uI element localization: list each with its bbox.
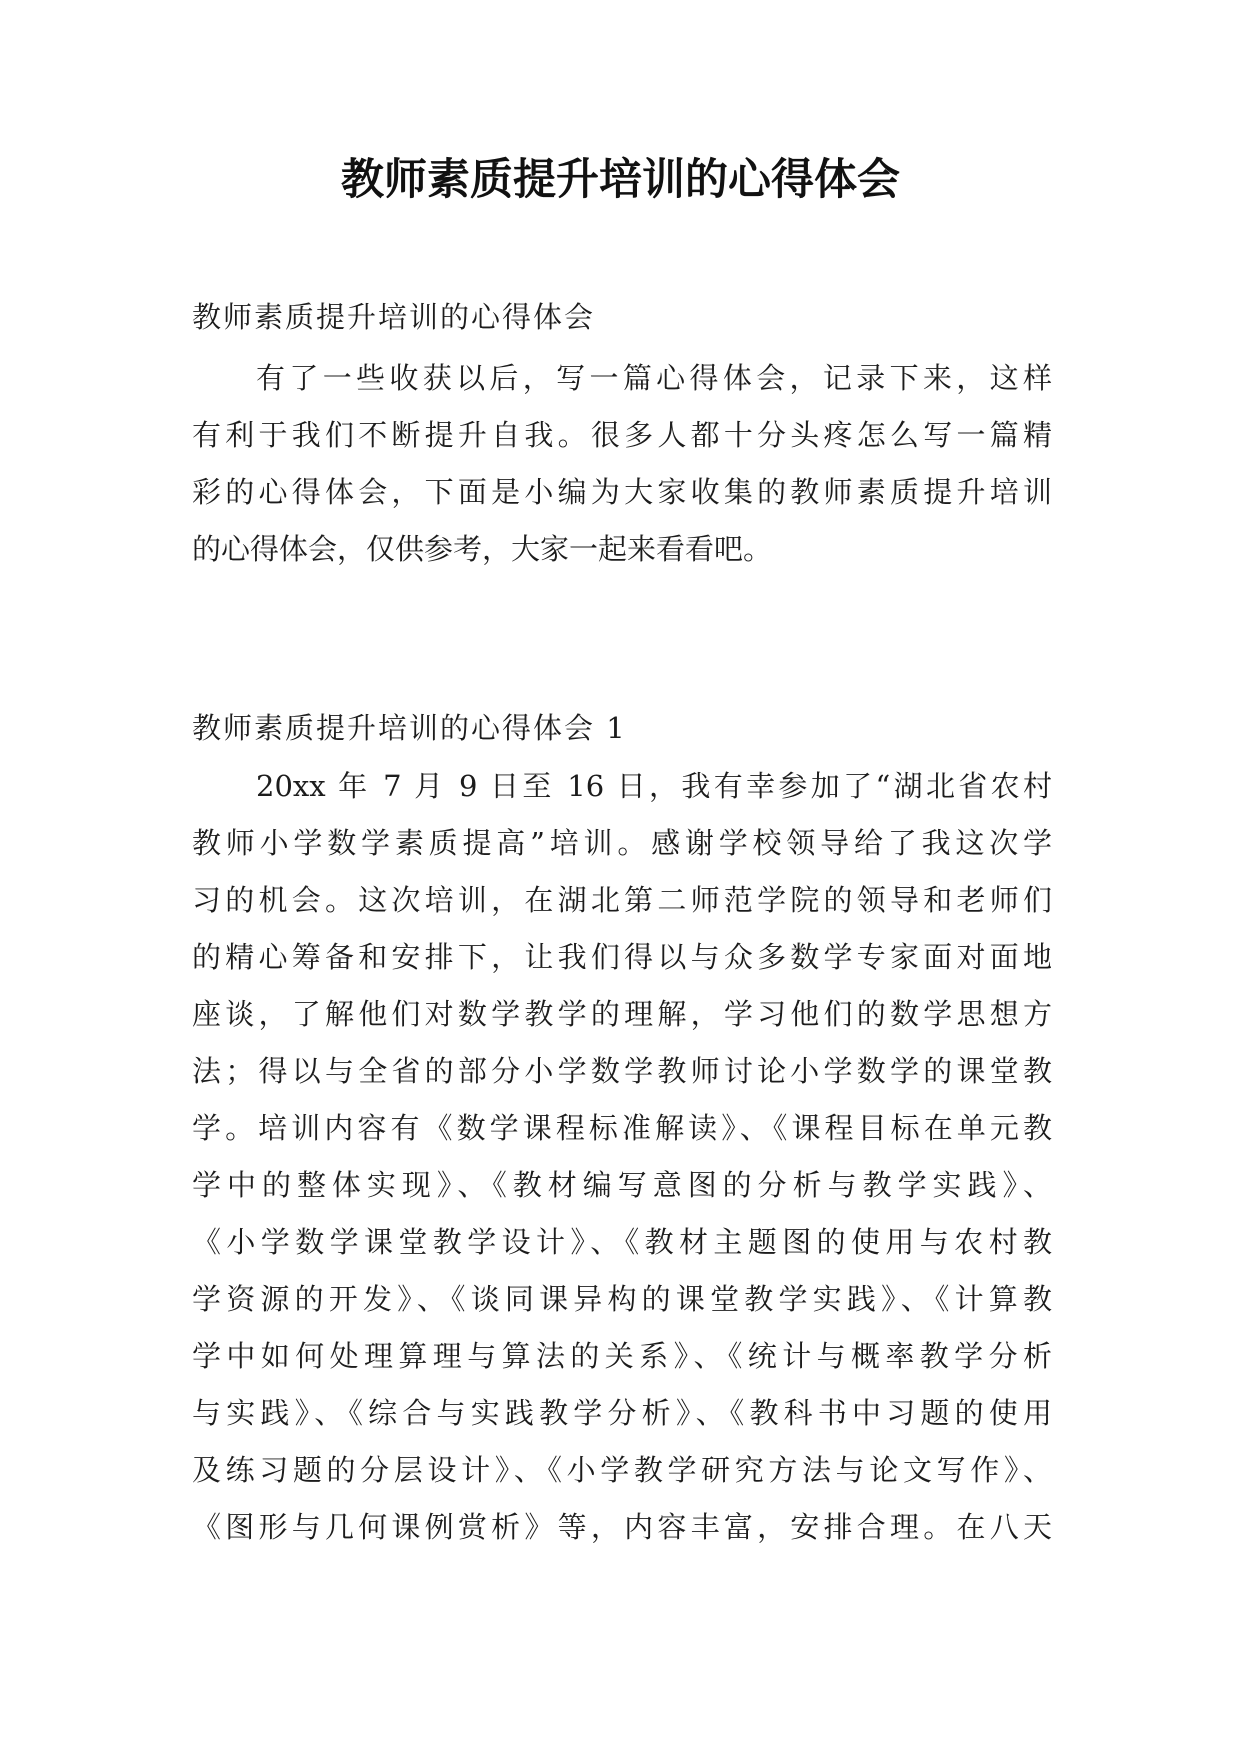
document-title: 教师素质提升培训的心得体会 (341, 155, 900, 205)
paragraph-line: 教师小学数学素质提高”培训。感谢学校领导给了我这次学 (192, 826, 1052, 860)
paragraph-line: 有利于我们不断提升自我。很多人都十分头疼怎么写一篇精 (192, 418, 1052, 452)
paragraph-line: 《图形与几何课例赏析》等，内容丰富，安排合理。在八天 (192, 1510, 1052, 1544)
paragraph-line: 20xx 年 7 月 9 日至 16 日，我有幸参加了“湖北省农村 (256, 769, 1052, 803)
paragraph-line: 学。培训内容有《数学课程标准解读》、《课程目标在单元教 (192, 1111, 1052, 1145)
paragraph-line: 与实践》、《综合与实践教学分析》、《教科书中习题的使用 (192, 1396, 1052, 1430)
paragraph-line: 彩的心得体会，下面是小编为大家收集的教师素质提升培训 (192, 475, 1052, 509)
paragraph-line: 学中的整体实现》、《教材编写意图的分析与教学实践》、 (192, 1168, 1052, 1202)
paragraph-line: 的心得体会，仅供参考，大家一起来看看吧。 (192, 532, 773, 566)
paragraph-line: 学资源的开发》、《谈同课异构的课堂教学实践》、《计算教 (192, 1282, 1052, 1316)
paragraph-line: 《小学数学课堂教学设计》、《教材主题图的使用与农村教 (192, 1225, 1052, 1259)
section-heading: 教师素质提升培训的心得体会 1 (192, 711, 627, 745)
paragraph-line: 座谈，了解他们对数学教学的理解，学习他们的数学思想方 (192, 997, 1052, 1031)
paragraph-line: 有了一些收获以后，写一篇心得体会，记录下来，这样 (256, 361, 1052, 395)
paragraph-line: 学中如何处理算理与算法的关系》、《统计与概率教学分析 (192, 1339, 1052, 1373)
paragraph-line: 及练习题的分层设计》、《小学教学研究方法与论文写作》、 (192, 1453, 1052, 1487)
paragraph-line: 法；得以与全省的部分小学数学教师讨论小学数学的课堂教 (192, 1054, 1052, 1088)
paragraph-line: 习的机会。这次培训，在湖北第二师范学院的领导和老师们 (192, 883, 1052, 917)
intro-heading: 教师素质提升培训的心得体会 (192, 300, 596, 334)
section-paragraph (192, 758, 1052, 1556)
paragraph-line: 的精心筹备和安排下，让我们得以与众多数学专家面对面地 (192, 940, 1052, 974)
intro-paragraph (192, 350, 1052, 578)
